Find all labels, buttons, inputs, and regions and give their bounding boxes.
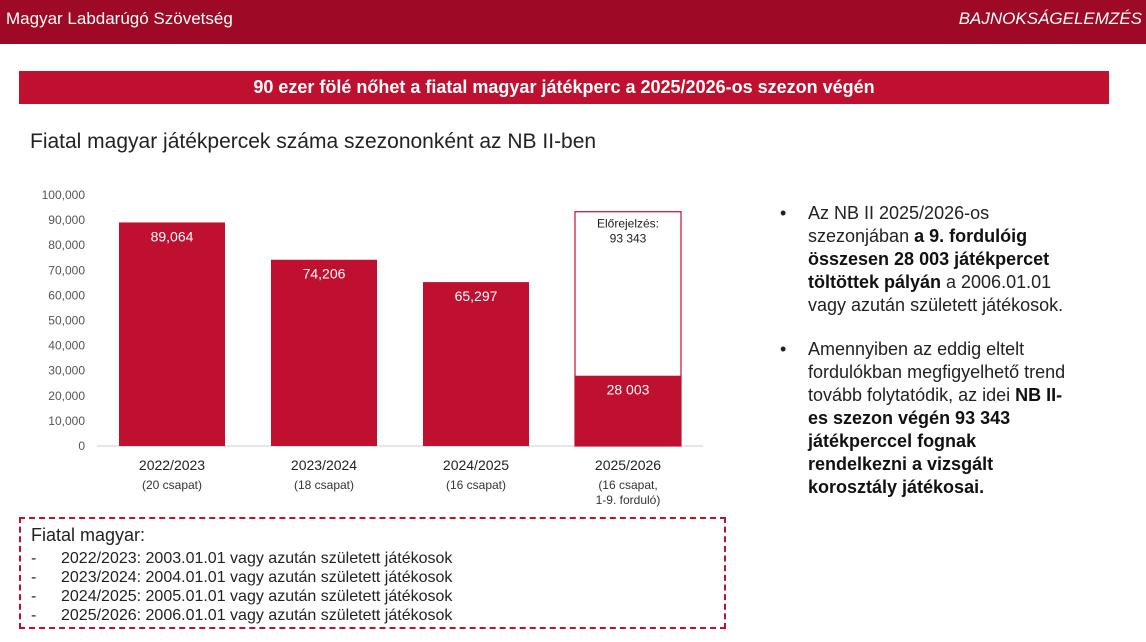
y-tick-label: 70,000 [48,263,85,278]
forecast-label: Előrejelzés: [596,216,660,231]
x-category-label: 2023/2024 [290,457,358,473]
y-tick-label: 20,000 [48,388,85,403]
y-tick-label: 100,000 [41,188,85,202]
x-category-sublabel: (16 csapat, [598,478,658,492]
bar [271,260,377,446]
x-category-sublabel: (18 csapat) [293,478,355,492]
bullet-text: a 2006.01.01 vagy azután született játékosok. [808,272,1064,315]
x-category-label: 2024/2025 [442,457,510,473]
x-category-sublabel: 1-9. forduló) [595,493,661,507]
bullet-bold-text: a 9. fordulóig összesen 28 003 játékpercet töltöttek pályán [808,226,1050,292]
bar-value-label: 65,297 [454,288,498,305]
bullet-dot-icon: • [780,339,787,359]
bar-value-label: 28 003 [606,381,650,398]
y-tick-label: 50,000 [48,313,85,328]
bar [423,282,529,446]
bullet-text: Amennyiben az eddig eltelt fordulókban megfigyelhető trend tovább folytatódik, az idei [808,339,1066,405]
top-bar [0,0,1146,44]
headline-banner: 90 ezer fölé nőhet a fiatal magyar játékperc a 2025/2026-os szezon végén [19,71,1109,104]
x-category-sublabel: (20 csapat) [141,478,203,492]
forecast-label: 93 343 [609,231,647,246]
y-tick-label: 80,000 [48,238,85,253]
dash-icon: - [31,550,37,567]
bullet-dot-icon: • [780,203,787,223]
x-category-sublabel: (16 csapat) [445,478,507,492]
legend-row [31,606,714,625]
legend-row [31,549,714,568]
chart-title: Fiatal magyar játékpercek száma szezononként az NB II-ben [30,130,597,153]
legend-row-text: 2025/2026: 2006.01.01 vagy azután született játékosok [61,607,453,624]
bullet-list [780,202,1080,520]
x-category-label: 2025/2026 [594,457,662,473]
bar-chart [0,180,720,515]
dash-icon: - [31,588,37,605]
legend-box [19,517,726,629]
legend-heading: Fiatal magyar: [31,525,146,545]
legend-row-text: 2022/2023: 2003.01.01 vagy azután született játékosok [61,550,453,567]
bullet-item [780,202,1080,317]
bullet-bold-text: NB II-es szezon végén 93 343 játékperccel fognak rendelkezni a vizsgált korosztály játékosai. [808,385,1063,497]
y-tick-label: 40,000 [48,338,85,353]
bar [119,222,225,446]
y-tick-label: 10,000 [48,413,85,428]
y-tick-label: 90,000 [48,213,85,228]
bullet-text: Az NB II 2025/2026-os szezonjában [808,203,990,246]
y-tick-label: 60,000 [48,288,85,303]
legend-row-text: 2023/2024: 2004.01.01 vagy azután született játékosok [61,569,453,586]
legend-row [31,587,714,606]
organization-name: Magyar Labdarúgó Szövetség [6,9,233,28]
dash-icon: - [31,569,37,586]
legend-row [31,568,714,587]
y-tick-label: 30,000 [48,363,85,378]
legend-row-text: 2024/2025: 2005.01.01 vagy azután született játékosok [61,588,453,605]
bullet-item [780,338,1080,499]
y-tick-label: 0 [78,439,85,453]
x-category-label: 2022/2023 [138,457,206,473]
bar-value-label: 89,064 [150,228,194,245]
dash-icon: - [31,607,37,624]
section-tag: BAJNOKSÁGELEMZÉS [958,9,1142,28]
bar-value-label: 74,206 [302,265,346,282]
